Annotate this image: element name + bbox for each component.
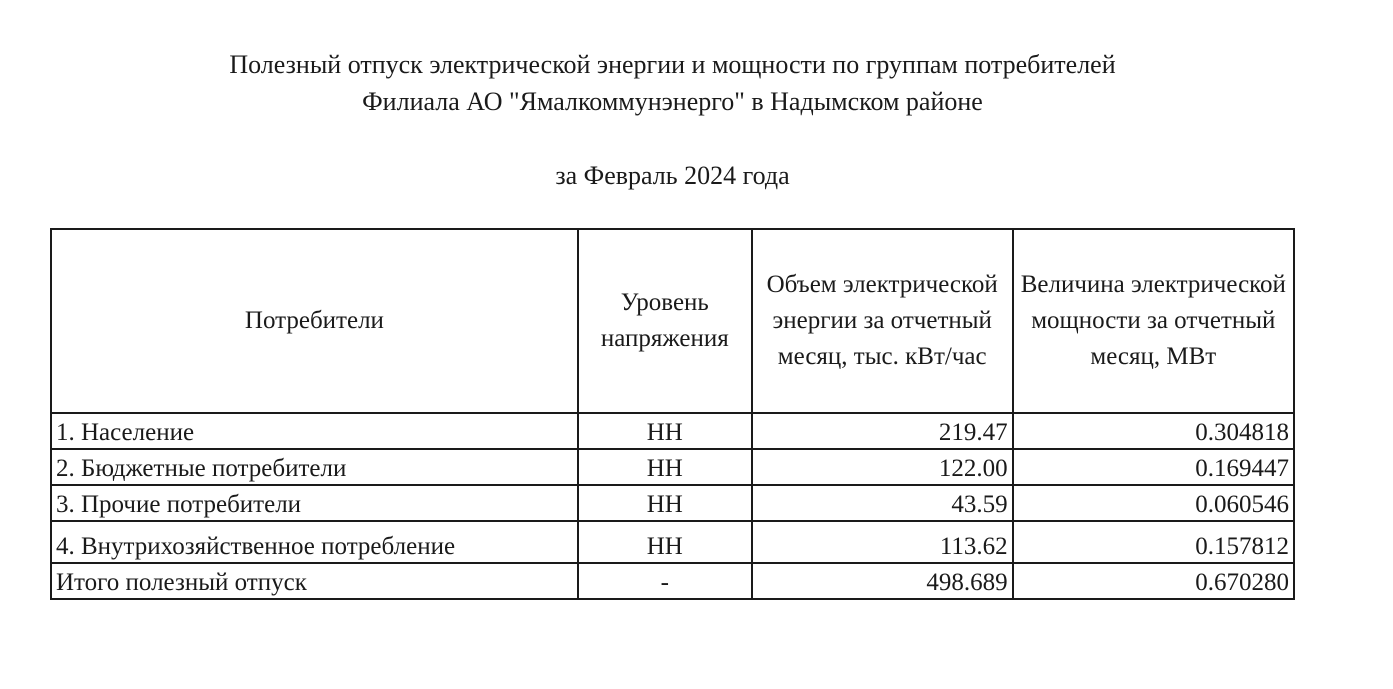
cell-consumer: 1. Население (51, 413, 578, 449)
title-line-2: Филиала АО "Ямалкоммунэнерго" в Надымском районе (362, 87, 983, 116)
cell-power: 0.157812 (1013, 521, 1294, 563)
cell-power: 0.169447 (1013, 449, 1294, 485)
cell-voltage: НН (578, 413, 752, 449)
report-period: за Февраль 2024 года (555, 161, 790, 190)
total-power: 0.670280 (1013, 563, 1294, 599)
cell-voltage: НН (578, 521, 752, 563)
table-row (51, 485, 1294, 521)
total-row (51, 563, 1294, 599)
cell-consumer: 4. Внутрихозяйственное потребление (51, 521, 578, 563)
total-label: Итого полезный отпуск (51, 563, 578, 599)
table-header-row (51, 229, 1294, 413)
cell-consumer: 2. Бюджетные потребители (51, 449, 578, 485)
header-consumers: Потребители (51, 229, 578, 413)
header-energy: Объем электрической энергии за отчетный месяц, тыс. кВт/час (752, 229, 1013, 413)
cell-energy: 113.62 (752, 521, 1013, 563)
cell-voltage: НН (578, 485, 752, 521)
cell-energy: 122.00 (752, 449, 1013, 485)
cell-power: 0.060546 (1013, 485, 1294, 521)
table-row (51, 413, 1294, 449)
document-title (0, 46, 1345, 120)
energy-table (50, 228, 1295, 600)
cell-energy: 43.59 (752, 485, 1013, 521)
total-voltage: - (578, 563, 752, 599)
cell-voltage: НН (578, 449, 752, 485)
total-energy: 498.689 (752, 563, 1013, 599)
cell-power: 0.304818 (1013, 413, 1294, 449)
cell-energy: 219.47 (752, 413, 1013, 449)
title-line-1: Полезный отпуск электрической энергии и мощности по группам потребителей (229, 50, 1116, 79)
table-row (51, 449, 1294, 485)
header-voltage: Уровень напряжения (578, 229, 752, 413)
header-power: Величина электрической мощности за отчетный месяц, МВт (1013, 229, 1294, 413)
cell-consumer: 3. Прочие потребители (51, 485, 578, 521)
table-row (51, 521, 1294, 563)
